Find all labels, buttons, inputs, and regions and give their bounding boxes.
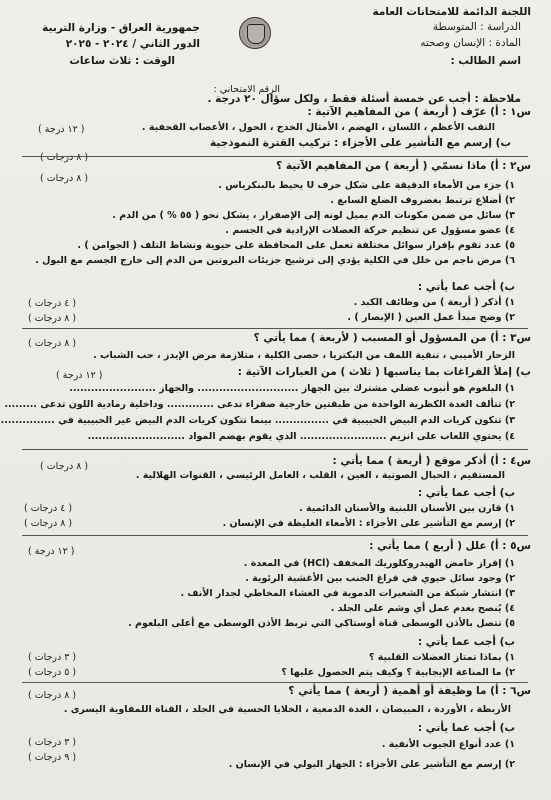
- q2-b-mark-1: ( ٤ درجات ): [28, 298, 77, 309]
- q2-item-1: ١) جزء من الأمعاء الدقيقة على شكل حرف U يحيط بالبنكرياس .: [218, 180, 515, 191]
- q6-b-mark-1: ( ٣ درجات ): [28, 737, 77, 748]
- q4-b-item-1: ١) قارن بين الأسنان اللبنية والأسنان الدائمية .: [299, 503, 515, 514]
- q2-item-2: ٢) أضلاع ترتبط بغضروف الضلع السابع .: [330, 195, 515, 206]
- q5-b-item-2: ٢) ما المناعة الإيجابية ؟ وكيف يتم الحصول عليها ؟: [281, 667, 515, 678]
- subject-label: المادة : الإنسان وصحته: [420, 37, 521, 49]
- q6-b-item-2: ٢) إرسم مع التأشير على الأجزاء : الجهاز البولي في الإنسان .: [228, 759, 515, 770]
- q5-b-mark-2: ( ٥ درجات ): [28, 667, 77, 678]
- committee-title: اللجنة الدائمة للامتحانات العامة: [372, 6, 531, 18]
- q3-b-item-4: ٤) يحتوي اللعاب على انزيم ........................ الذي يقوم بهضم المواد ...........................: [87, 431, 515, 442]
- q4-b-item-2: ٢) إرسم مع التأشير على الأجزاء : الأمعاء الغليظة في الإنسان .: [222, 518, 515, 529]
- q4-b-mark-1: ( ٤ درجات ): [24, 503, 73, 514]
- q4-a: س٤ : أ) أذكر موقع ( أربعة ) مما يأتي :: [332, 455, 531, 467]
- q3-a-items: الزحار الأميبي ، تنقية اللمف من البكتريا ، حصى الكلية ، متلازمة مرض الإيدز ، حب الشباب .: [93, 350, 515, 361]
- q3-b-item-3: ٣) تتكون كريات الدم البيض الحبيبية في ............... بينما تتكون كريات الدم البيض غير الحبيبية في ...............: [0, 415, 515, 426]
- q6-a-items: الأربطة ، الأوردة ، المبيضان ، الغدة الدمعية ، الخلايا الحسية في الجلد ، القناة اللمفاوية اليسرى .: [63, 704, 511, 715]
- q3-b-mark: ( ١٢ درجة ): [56, 370, 103, 381]
- divider: [22, 156, 528, 157]
- q2-item-6: ٦) مرض ناجم من خلل في الكلية يؤدي إلى ترشيح جزيئات البروتين من الدم إلى خارج الجسم مع البول .: [35, 255, 515, 266]
- exam-number-label: الرقم الامتحاني :: [213, 84, 280, 95]
- instructions-note: ملاحظة : أجب عن خمسة أسئلة فقط ، ولكل سؤال ٢٠ درجة .: [207, 93, 521, 105]
- q2-a-mark: ( ٨ درجات ): [40, 173, 89, 184]
- ministry-title: جمهورية العراق - وزارة التربية: [42, 22, 200, 34]
- q5-b-mark-1: ( ٣ درجات ): [28, 652, 77, 663]
- q5-a-item-2: ٢) وجود سائل حيوي في فراغ الجنب بين الأغشية الرئوية .: [245, 573, 515, 584]
- q5-a-item-3: ٣) انتشار شبكة من الشعيرات الدموية في الغشاء المخاطي لجدار الأنف .: [180, 588, 515, 599]
- q5-a: س٥ : أ) علل ( أربع ) مما يأتي :: [369, 540, 531, 552]
- stage-label: الدراسة : المتوسطة: [432, 21, 521, 33]
- q2-item-3: ٣) سائل من ضمن مكونات الدم يميل لونه إلى الإصفرار ، يشكل نحو ( ٥٥ % ) من الدم .: [112, 210, 515, 221]
- q6-b-item-1: ١) عدد أنواع الجيوب الأنفية .: [381, 739, 515, 750]
- divider: [22, 449, 528, 450]
- q5-b-item-1: ١) بماذا تمتاز العضلات القلبية ؟: [368, 652, 515, 663]
- q3-a: س٣ : أ) من المسؤول أو المسبب ( لأربعة ) مما يأتي ؟: [253, 332, 531, 344]
- q4-a-items: المستقيم ، الحبال الصوتية ، العين ، القلب ، العامل الرئيسي ، القنوات الهلالية .: [135, 470, 505, 481]
- divider: [22, 682, 528, 683]
- q2-item-5: ٥) عدد تقوم بإفراز سوائل مختلفة تعمل على المحافظة على حيوية ونشاط التلف ( الجوامن ) .: [77, 240, 515, 251]
- q2-b-mark-2: ( ٨ درجات ): [28, 313, 77, 324]
- q6-b: ب) أجب عما يأتي :: [417, 722, 515, 734]
- q5-a-item-5: ٥) تتصل بالأذن الوسطى قناة أوستاكي التي تربط الأذن الوسطى مع أعلى البلعوم .: [128, 618, 515, 629]
- q2-b: ب) أجب عما يأتي :: [417, 281, 515, 293]
- q2-b-item-2: ٢) وضح مبدأ عمل العين ( الإبصار ) .: [347, 312, 515, 323]
- q5-a-item-4: ٤) يُنصح بعدم عمل أي وشم على الجلد .: [330, 603, 515, 614]
- q6-b-mark-2: ( ٩ درجات ): [28, 752, 77, 763]
- divider: [22, 328, 528, 329]
- q4-b-mark-2: ( ٨ درجات ): [24, 518, 73, 529]
- q6-a: س٦ : أ) ما وظيفة أو أهمية ( أربعة ) مما يأتي ؟: [288, 685, 531, 697]
- q1-a-items: التقب الأعظم ، اللسان ، الهضم ، الأمثال الخدج ، الحول ، الأعصاب القحفية .: [141, 122, 495, 133]
- q2-b-item-1: ١) أذكر ( أربعة ) من وظائف الكبد .: [353, 297, 515, 308]
- q5-a-item-1: ١) إفراز حامض الهيدروكلوريك المخفف (HCl) في المعدة .: [243, 558, 515, 569]
- q2-a: س٢ : أ) ماذا نسمّي ( أربعة ) من المفاهيم الآتية ؟: [276, 160, 531, 172]
- student-name-label: اسم الطالب :: [450, 55, 521, 67]
- q1-a-mark: ( ١٢ درجة ): [38, 124, 85, 135]
- q5-a-mark: ( ١٢ درجة ): [28, 546, 75, 557]
- q3-b-item-1: ١) البلعوم هو أنبوب عضلي مشترك بين الجهاز ............................ والجهاز ........................: [69, 383, 515, 394]
- q4-b: ب) أجب عما يأتي :: [417, 487, 515, 499]
- q5-b: ب) أجب عما يأتي :: [417, 636, 515, 648]
- divider: [22, 535, 528, 536]
- q3-a-mark: ( ٨ درجات ): [28, 338, 77, 349]
- q1-b-mark: ( ٨ درجات ): [40, 152, 89, 163]
- session-label: الدور الثاني / ٢٠٢٤ - ٢٠٢٥: [65, 38, 200, 50]
- time-label: الوقت : ثلاث ساعات: [69, 55, 175, 67]
- q1-a: س١ : أ) عرّف ( أربعة ) من المفاهيم الآتية :: [307, 106, 531, 118]
- q4-a-mark: ( ٨ درجات ): [40, 461, 89, 472]
- q6-a-mark: ( ٨ درجات ): [28, 690, 77, 701]
- ministry-seal-icon: [239, 17, 271, 49]
- q3-b-item-2: ٢) تتألف الغدة الكظرية الواحدة من طبقتين خارجية صفراء تدعى ............. وداخلية رمادية اللون تدعى .........: [4, 399, 515, 410]
- q2-item-4: ٤) عضو مسؤول عن تنظيم حركة العضلات الإرادية في الجسم .: [225, 225, 515, 236]
- q3-b: ب) إملأ الفراغات بما يناسبها ( ثلاث ) من العبارات الآتية :: [237, 366, 531, 378]
- q1-b: ب) إرسم مع التأشير على الأجزاء : تركيب القترة النموذجية: [210, 137, 511, 149]
